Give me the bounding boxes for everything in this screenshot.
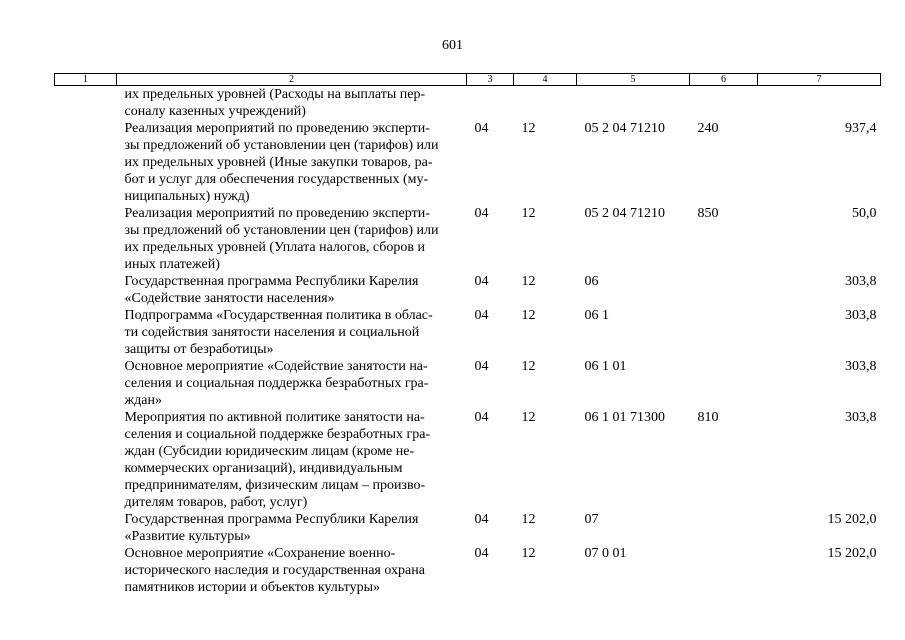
row-amount-cell: 303,8 (845, 410, 877, 425)
row-section-cell: 04 (474, 308, 489, 323)
row-amount-cell (758, 86, 881, 121)
row-expense-type-cell (690, 273, 758, 307)
row-blank-cell (55, 86, 117, 121)
page-number: 601 (442, 38, 463, 53)
row-section-cell: 04 (474, 359, 489, 374)
table-row (55, 511, 881, 545)
row-expense-type-cell (690, 545, 758, 596)
row-blank-cell (55, 120, 117, 205)
column-header-7: 7 (758, 74, 881, 86)
column-header-6: 6 (690, 74, 758, 86)
table-row (55, 205, 881, 273)
column-header-5: 5 (577, 74, 690, 86)
row-blank-cell (55, 358, 117, 409)
row-name-cell: их предельных уровней (Расходы на выплаты пер- соналу казенных учреждений) (124, 87, 426, 119)
column-header-4: 4 (514, 74, 577, 86)
row-section-cell: 04 (474, 546, 489, 561)
row-amount-cell: 303,8 (845, 274, 877, 289)
row-name-cell: Мероприятия по активной политике занятости на- селения и социальной поддержке безработных гра- ждан (Субсидии юридическим лицам (кроме не- коммерческих организаций), индивидуальным предпринимателям, физическим лицам – произво- дителям товаров, работ, услуг) (124, 410, 431, 510)
row-subsection-cell: 12 (521, 410, 536, 425)
row-target-article-cell: 06 1 01 (584, 359, 627, 374)
row-target-article-cell: 06 (584, 274, 599, 289)
row-amount-cell: 50,0 (852, 206, 877, 221)
budget-table (54, 73, 881, 596)
row-amount-cell: 15 202,0 (827, 546, 877, 561)
row-blank-cell (55, 205, 117, 273)
row-expense-type-cell: 810 (697, 410, 719, 425)
row-amount-cell: 303,8 (845, 308, 877, 323)
row-name-cell: Государственная программа Республики Карелия «Содействие занятости населения» (124, 274, 419, 306)
row-expense-type-cell (690, 86, 758, 121)
column-header-2: 2 (117, 74, 467, 86)
row-target-article-cell: 06 1 01 71300 (584, 410, 665, 425)
row-section-cell (467, 86, 514, 121)
row-section-cell: 04 (474, 410, 489, 425)
row-subsection-cell: 12 (521, 274, 536, 289)
row-name-cell: Основное мероприятие «Содействие занятости на- селения и социальная поддержка безработных гра- ждан» (124, 359, 429, 408)
row-subsection-cell: 12 (521, 308, 536, 323)
row-target-article-cell: 05 2 04 71210 (584, 121, 665, 136)
table-row (55, 86, 881, 121)
row-amount-cell: 15 202,0 (827, 512, 877, 527)
budget-table-body (55, 86, 881, 597)
row-expense-type-cell: 240 (697, 121, 719, 136)
table-row (55, 307, 881, 358)
row-subsection-cell: 12 (521, 546, 536, 561)
table-row (55, 358, 881, 409)
table-row (55, 273, 881, 307)
row-expense-type-cell (690, 511, 758, 545)
row-target-article-cell: 06 1 (584, 308, 609, 323)
row-amount-cell: 937,4 (845, 121, 877, 136)
row-name-cell: Подпрограмма «Государственная политика в облас- ти содействия занятости населения и социальной защиты от безработицы» (124, 308, 433, 357)
row-target-article-cell: 07 0 01 (584, 546, 627, 561)
table-row (55, 409, 881, 511)
row-name-cell: Реализация мероприятий по проведению эксперти- зы предложений об установлении цен (тарифов) или их предельных уровней (Уплата налогов, сборов и иных платежей) (124, 206, 439, 272)
row-subsection-cell: 12 (521, 206, 536, 221)
table-row (55, 120, 881, 205)
row-blank-cell (55, 273, 117, 307)
row-subsection-cell: 12 (521, 359, 536, 374)
row-section-cell: 04 (474, 206, 489, 221)
column-header-1: 1 (55, 74, 117, 86)
row-target-article-cell: 05 2 04 71210 (584, 206, 665, 221)
row-target-article-cell: 07 (584, 512, 599, 527)
row-subsection-cell (514, 86, 577, 121)
row-expense-type-cell (690, 307, 758, 358)
row-target-article-cell (577, 86, 690, 121)
row-blank-cell (55, 511, 117, 545)
row-name-cell: Государственная программа Республики Карелия «Развитие культуры» (124, 512, 419, 544)
row-subsection-cell: 12 (521, 121, 536, 136)
row-section-cell: 04 (474, 121, 489, 136)
row-blank-cell (55, 307, 117, 358)
table-row (55, 545, 881, 596)
row-name-cell: Основное мероприятие «Сохранение военно- исторического наследия и государственная охрана памятников истории и объектов культуры» (124, 546, 425, 595)
row-blank-cell (55, 545, 117, 596)
row-section-cell: 04 (474, 512, 489, 527)
row-blank-cell (55, 409, 117, 511)
row-name-cell: Реализация мероприятий по проведению эксперти- зы предложений об установлении цен (тарифов) или их предельных уровней (Иные закупки товаров, ра- бот и услуг для обеспечения государственных (му- ниципальных) нужд) (124, 121, 439, 204)
column-header-row (55, 74, 881, 86)
row-amount-cell: 303,8 (845, 359, 877, 374)
row-section-cell: 04 (474, 274, 489, 289)
column-header-3: 3 (467, 74, 514, 86)
row-expense-type-cell (690, 358, 758, 409)
row-subsection-cell: 12 (521, 512, 536, 527)
row-expense-type-cell: 850 (697, 206, 719, 221)
